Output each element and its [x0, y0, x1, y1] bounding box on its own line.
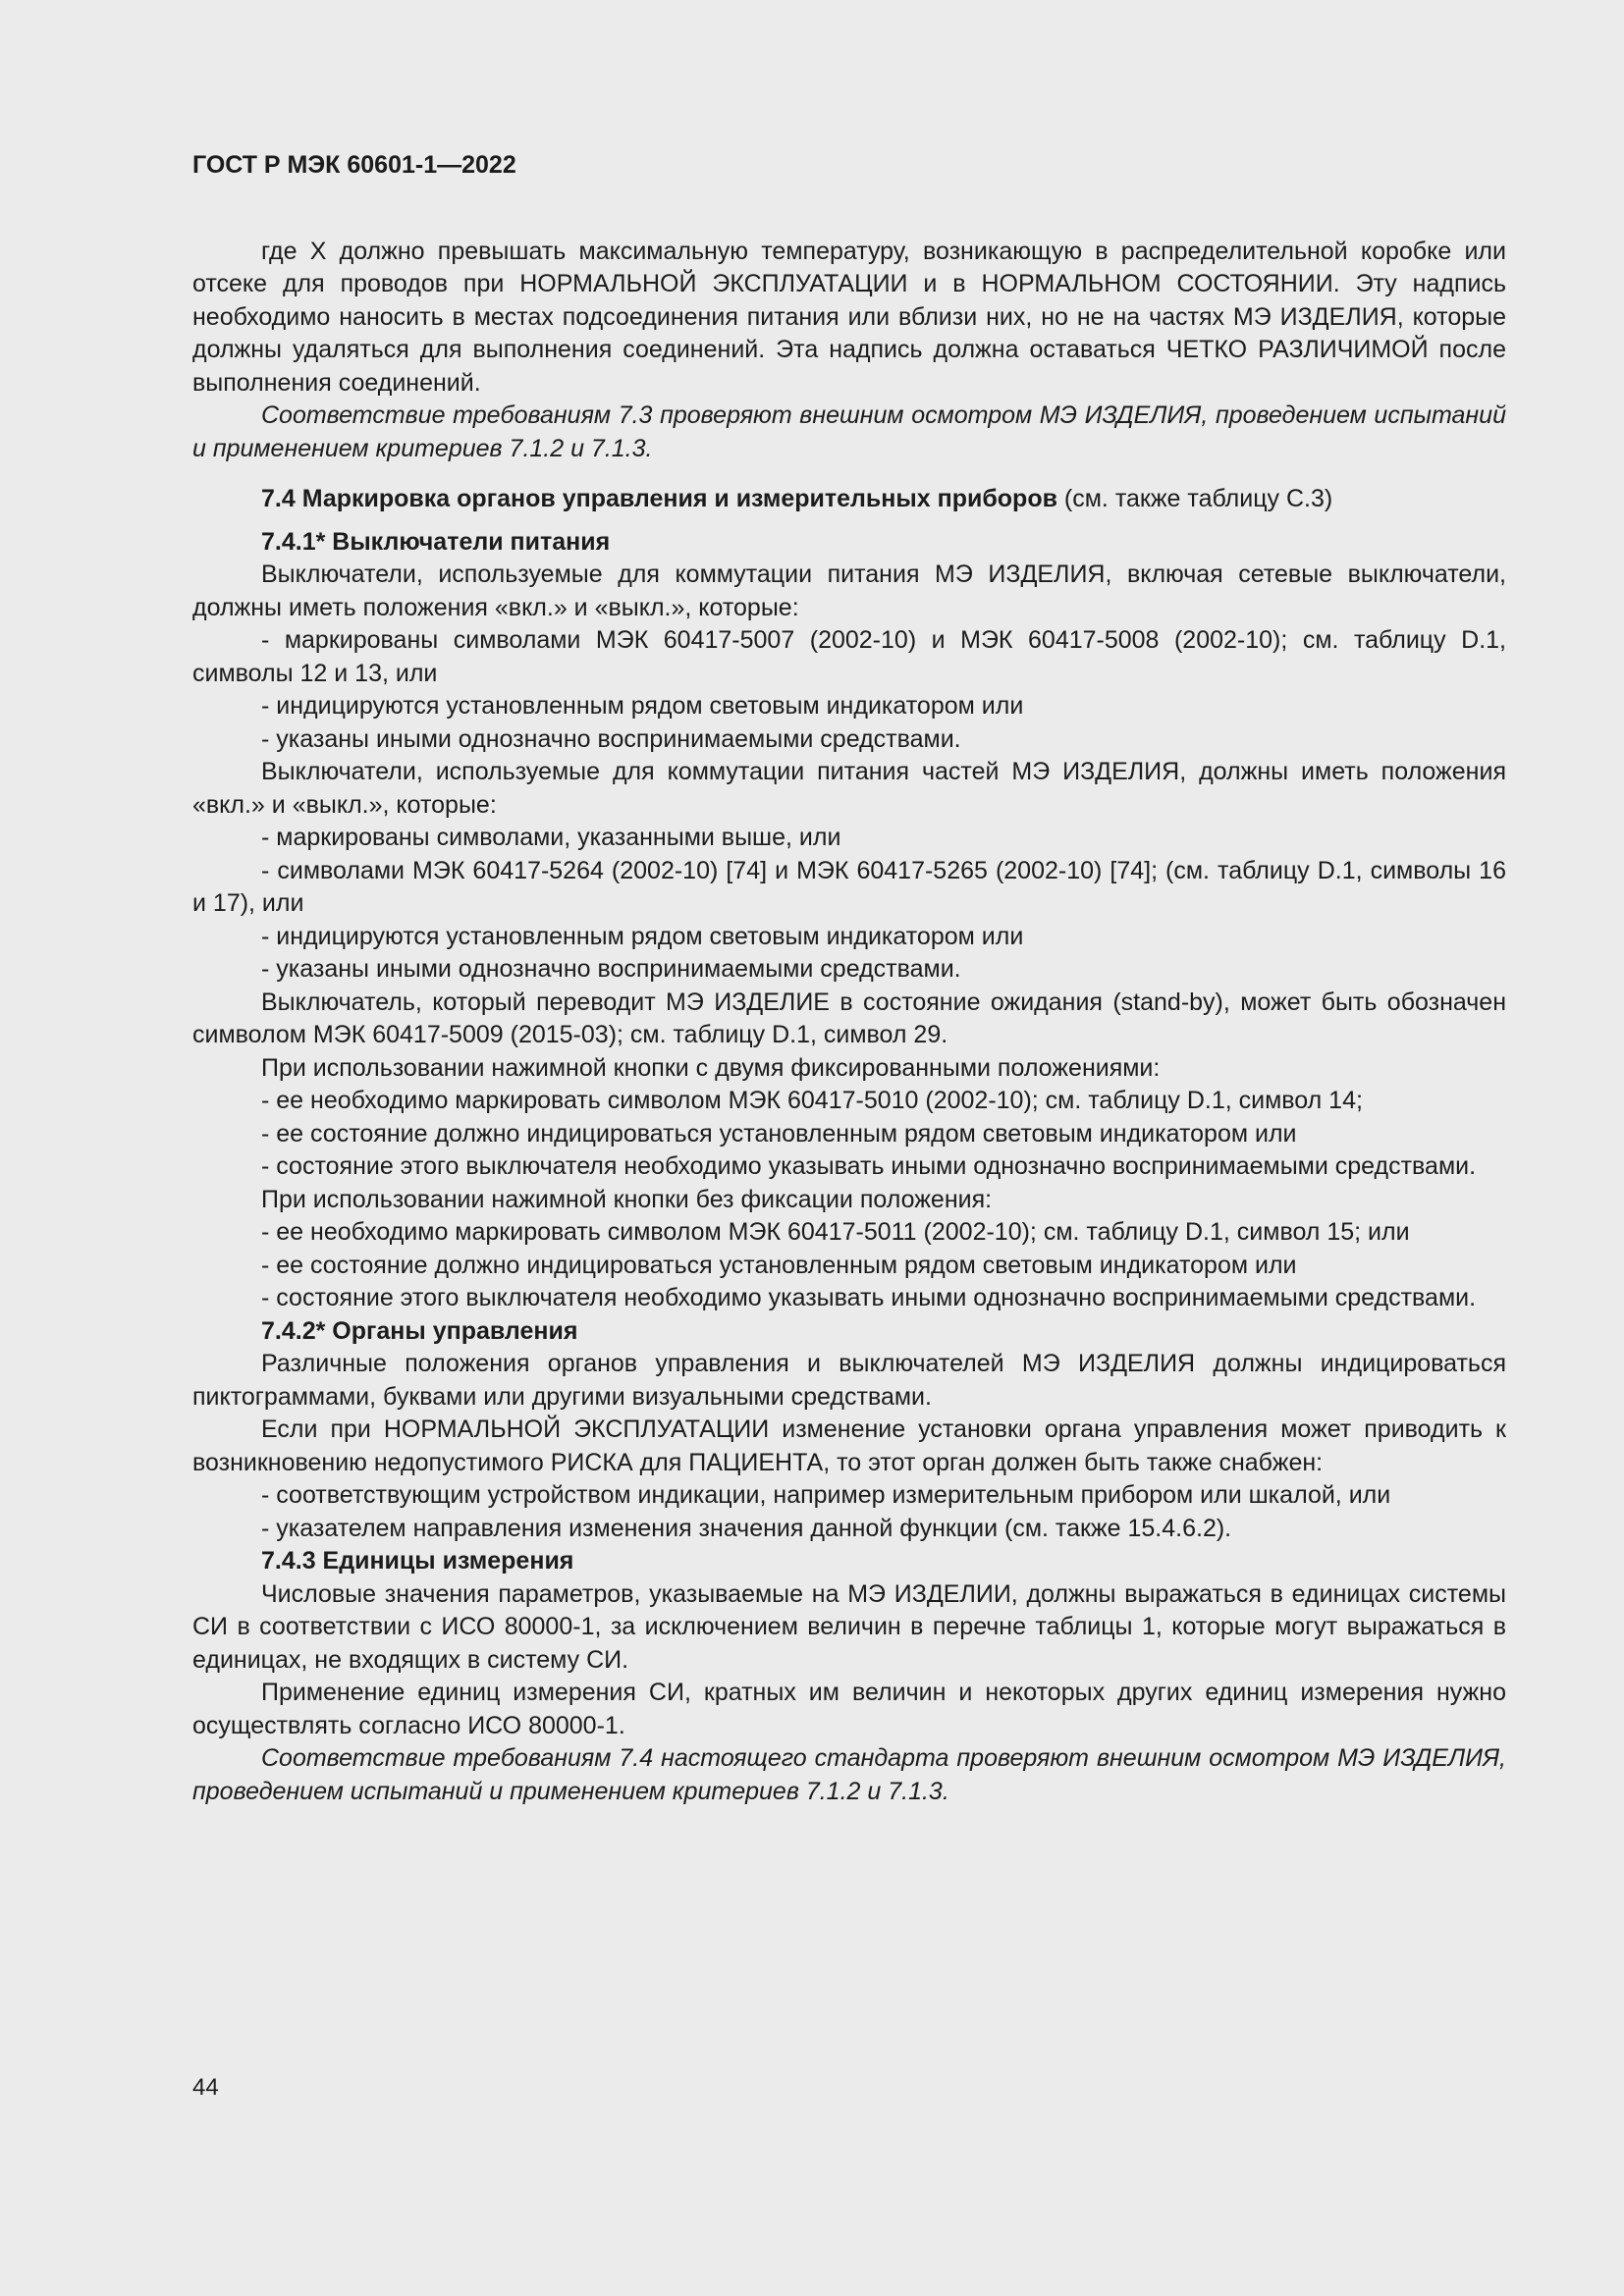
paragraph: где X должно превышать максимальную температуру, возникающую в распределительной коробке или отсеке для проводов при НОРМАЛЬНОЙ ЭКСПЛУАТАЦИИ и в НОРМАЛЬНОМ СОСТОЯНИИ. Эту надпись необходимо наносить в местах подсоединения питания или вблизи них, но не на частях МЭ ИЗДЕЛИЯ, которые должны удаляться для выполнения соединений. Эта надпись должна оставаться ЧЕТКО РАЗЛИЧИМОЙ после выполнения соединений.	[192, 237, 1506, 397]
paragraph: Если при НОРМАЛЬНОЙ ЭКСПЛУАТАЦИИ изменение установки органа управления может приводить к возникновению недопустимого РИСКА для ПАЦИЕНТА, то этот орган должен быть также снабжен:	[192, 1415, 1506, 1476]
list-item: - ее состояние должно индицироваться установленным рядом световым индикатором или	[261, 1119, 1297, 1148]
list-item: - ее необходимо маркировать символом МЭК 60417-5010 (2002-10); см. таблицу D.1, символ 14;	[261, 1087, 1363, 1114]
list-item: - соответствующим устройством индикации, например измерительным прибором или шкалой, или	[261, 1481, 1391, 1509]
list-item: - состояние этого выключателя необходимо указывать иными однозначно воспринимаемыми средствами.	[261, 1152, 1477, 1180]
list-item: - маркированы символами, указанными выше, или	[261, 824, 841, 851]
list-item: - указателем направления изменения значения данной функции (см. также 15.4.6.2).	[261, 1514, 1232, 1542]
section-title: 7.4 Маркировка органов управления и измерительных приборов	[261, 485, 1057, 512]
section-heading-7-4-2: 7.4.2* Органы управления	[261, 1316, 578, 1345]
section-reference: (см. также таблицу С.3)	[1056, 485, 1333, 512]
document-page	[192, 137, 1506, 1808]
paragraph: Различные положения органов управления и выключателей МЭ ИЗДЕЛИЯ должны индицироваться пиктограммами, буквами или другими визуальными средствами.	[192, 1350, 1506, 1411]
paragraph: Применение единиц измерения СИ, кратных им величин и некоторых других единиц измерения нужно осуществлять согласно ИСО 80000-1.	[192, 1679, 1506, 1739]
paragraph: При использовании нажимной кнопки с двумя фиксированными положениями:	[261, 1053, 1161, 1082]
section-heading-7-4-1: 7.4.1* Выключатели питания	[261, 527, 611, 556]
compliance-note: Соответствие требованиям 7.4 настоящего стандарта проверяют внешним осмотром МЭ ИЗДЕЛИЯ, проведением испытаний и применением критериев 7.1.2 и 7.1.3.	[192, 1744, 1506, 1805]
paragraph: При использовании нажимной кнопки без фиксации положения:	[261, 1185, 993, 1213]
list-item: - указаны иными однозначно воспринимаемыми средствами.	[261, 724, 961, 753]
section-heading-7-4-3: 7.4.3 Единицы измерения	[261, 1547, 574, 1575]
compliance-note: Соответствие требованиям 7.3 проверяют внешним осмотром МЭ ИЗДЕЛИЯ, проведением испытаний и применением критериев 7.1.2 и 7.1.3.	[192, 401, 1506, 462]
paragraph: Выключатель, который переводит МЭ ИЗДЕЛИЕ в состояние ожидания (stand-by), может быть обозначен символом МЭК 60417-5009 (2015-03); см. таблицу D.1, символ 29.	[192, 988, 1506, 1048]
list-item: - индицируются установленным рядом световым индикатором или	[261, 692, 1024, 720]
list-item: - символами МЭК 60417-5264 (2002-10) [74] и МЭК 60417-5265 (2002-10) [74]; (см. таблицу D.1, символы 16 и 17), или	[192, 856, 1506, 917]
list-item: - ее необходимо маркировать символом МЭК 60417-5011 (2002-10); см. таблицу D.1, символ 15; или	[261, 1218, 1410, 1246]
document-header: ГОСТ Р МЭК 60601-1—2022	[192, 151, 516, 179]
page-number: 44	[192, 2074, 219, 2101]
list-item: - состояние этого выключателя необходимо указывать иными однозначно воспринимаемыми средствами.	[261, 1284, 1477, 1311]
list-item: - указаны иными однозначно воспринимаемыми средствами.	[261, 955, 961, 983]
paragraph: Выключатели, используемые для коммутации питания частей МЭ ИЗДЕЛИЯ, должны иметь положения «вкл.» и «выкл.», которые:	[192, 758, 1506, 819]
section-heading-7-4	[192, 483, 1506, 516]
list-item: - маркированы символами МЭК 60417-5007 (2002-10) и МЭК 60417-5008 (2002-10); см. таблицу D.1, символы 12 и 13, или	[192, 626, 1506, 687]
list-item: - ее состояние должно индицироваться установленным рядом световым индикатором или	[261, 1251, 1297, 1279]
paragraph: Числовые значения параметров, указываемые на МЭ ИЗДЕЛИИ, должны выражаться в единицах системы СИ в соответствии с ИСО 80000-1, за исключением величин в перечне таблицы 1, которые могут выражаться в единицах, не входящих в систему СИ.	[192, 1579, 1506, 1674]
paragraph: Выключатели, используемые для коммутации питания МЭ ИЗДЕЛИЯ, включая сетевые выключатели, должны иметь положения «вкл.» и «выкл.», которые:	[192, 561, 1506, 621]
list-item: - индицируются установленным рядом световым индикатором или	[261, 922, 1024, 950]
